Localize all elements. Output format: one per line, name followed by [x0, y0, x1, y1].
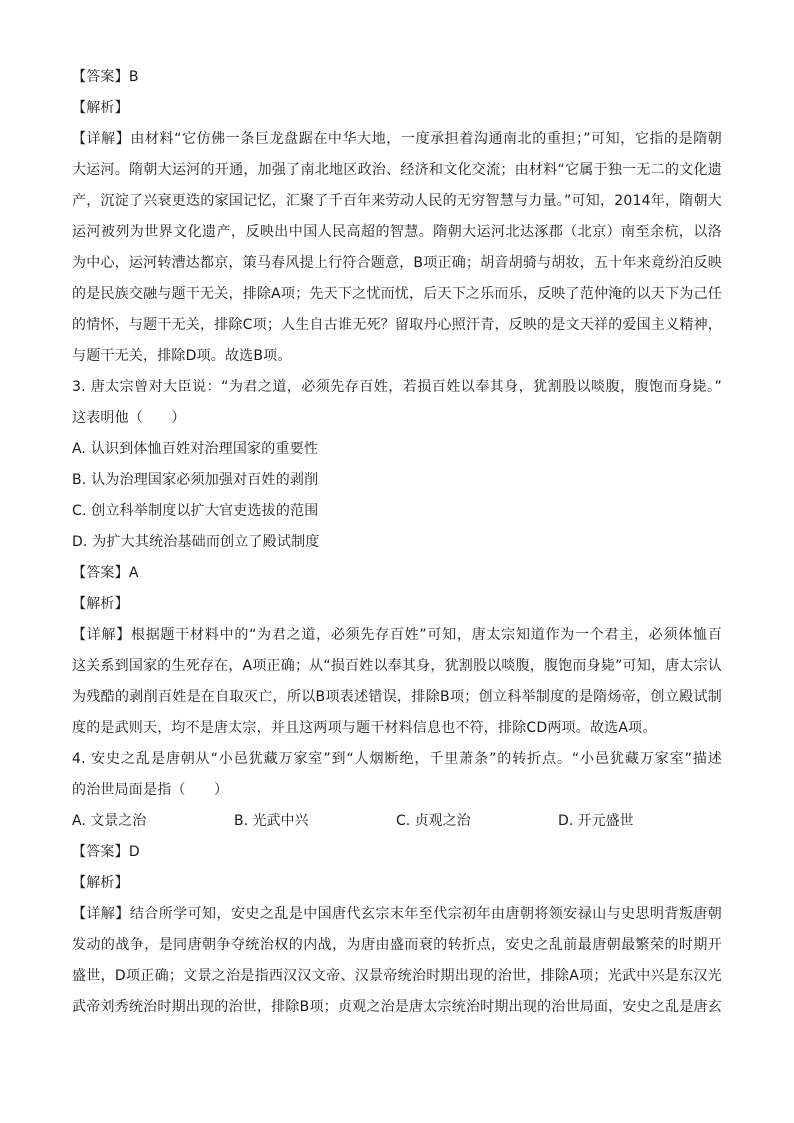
q4-detail-line-3: 盛世，D项正确；文景之治是指西汉汉文帝、汉景帝统治时期出现的治世，排除A项；光武中兴是东汉光: [72, 968, 722, 984]
q2-analysis-label-text: 【解析】: [72, 100, 129, 116]
q4-options-row: [72, 806, 722, 837]
q3-analysis-label: [72, 589, 722, 620]
q3-detail-line-4: 度的是武则天，均不是唐太宗，并且这两项与题干材料信息也不符，排除CD两项。故选A项。: [72, 720, 657, 736]
q3-option-d: D. 为扩大其统治基础而创立了殿试制度: [72, 534, 320, 550]
q3-detail-line-1: [72, 620, 722, 651]
q4-detail-line-1: [72, 899, 722, 930]
q2-detail-line-4: 运河被列为世界文化遗产，反映出中国人民高超的智慧。隋朝大运河北达涿郡（北京）南至余杭，以洛: [72, 224, 722, 240]
q4-option-d: D. 开元盛世: [558, 813, 634, 829]
q4-answer-value: D: [128, 844, 140, 860]
document-content: [72, 62, 722, 1023]
q4-option-c: C. 贞观之治: [396, 813, 471, 829]
q3-stem-line-2: 这表明他（ ）: [72, 410, 186, 426]
q4-stem-line-2: 的治世局面是指（ ）: [72, 782, 229, 798]
q4-detail-text-1: 结合所学可知，安史之乱是中国唐代玄宗末年至代宗初年由唐朝将领安禄山与史思明背叛唐朝: [129, 906, 722, 922]
q3-detail-line-3: 为残酷的剥削百姓是在自取灭亡，所以B项表述错误，排除B项；创立科举制度的是隋炀帝，创立殿试制: [72, 689, 722, 705]
q3-detail-label: 【详解】: [72, 627, 132, 643]
q3-detail-text-1: 根据题干材料中的“为君之道，必须先存百姓”可知，唐太宗知道作为一个君主，必须体恤百: [131, 627, 722, 643]
q3-answer-value: A: [128, 565, 139, 581]
q2-detail-line-8: 与题干无关，排除D项。故选B项。: [72, 348, 292, 364]
q2-answer-line: [72, 62, 722, 93]
q4-option-b: B. 光武中兴: [234, 813, 309, 829]
q3-option-b: B. 认为治理国家必须加强对百姓的剥削: [72, 472, 319, 488]
q2-detail-text-1: 由材料“它仿佛一条巨龙盘踞在中华大地，一度承担着沟通南北的重担；”可知，它指的是隋朝: [130, 131, 722, 147]
q2-answer-value: B: [128, 69, 139, 85]
q4-answer-label: 【答案】: [72, 844, 129, 860]
q2-detail-line-1: [72, 124, 722, 155]
q3-stem-line-1: 3. 唐太宗曾对大臣说：“为君之道，必须先存百姓，若损百姓以奉其身，犹割股以啖腹，腹饱而身毙。”: [72, 379, 722, 395]
q4-detail-line-4: 武帝刘秀统治时期出现的治世，排除B项；贞观之治是唐太宗统治时期出现的治世局面，安史之乱是唐玄: [72, 999, 722, 1015]
q2-analysis-label: [72, 93, 722, 124]
q2-detail-line-7: 的情怀，与题干无关，排除C项；人生自古谁无死？留取丹心照汗青，反映的是文天祥的爱国主义精神，: [72, 317, 722, 333]
q3-detail-line-2: 这关系到国家的生死存在，A项正确；从“损百姓以奉其身，犹割股以啖腹，腹饱而身毙”可知，唐太宗认: [72, 658, 722, 674]
q4-option-a: A. 文景之治: [72, 813, 147, 829]
q4-detail-line-2: 发动的战争，是同唐朝争夺统治权的内战，为唐由盛而衰的转折点，安史之乱前最唐朝最繁荣的时期开: [72, 937, 722, 953]
q4-analysis-label: [72, 868, 722, 899]
q4-analysis-label-text: 【解析】: [72, 875, 129, 891]
q3-option-c: C. 创立科举制度以扩大官吏选拔的范围: [72, 503, 319, 519]
q2-detail-line-3: 产，沉淀了兴衰更迭的家国记忆，汇聚了千百年来劳动人民的无穷智慧与力量。”可知，2014年，隋朝大: [72, 193, 722, 209]
q4-detail-label: 【详解】: [72, 906, 130, 922]
q3-analysis-label-text: 【解析】: [72, 596, 129, 612]
q2-detail-line-6: 的是民族交融与题干无关，排除A项；先天下之忧而忧，后天下之乐而乐，反映了范仲淹的以天下为己任: [72, 286, 722, 302]
q3-answer-line: [72, 558, 722, 589]
q4-stem-line-1: 4. 安史之乱是唐朝从“小邑犹藏万家室”到“人烟断绝，千里萧条”的转折点。“小邑犹藏万家室”描述: [72, 751, 722, 767]
q3-answer-label: 【答案】: [72, 565, 129, 581]
q4-answer-line: [72, 837, 722, 868]
q3-option-a: A. 认识到体恤百姓对治理国家的重要性: [72, 441, 319, 457]
q2-detail-label: 【详解】: [72, 131, 131, 147]
q2-answer-label: 【答案】: [72, 69, 129, 85]
q2-detail-line-2: 大运河。隋朝大运河的开通，加强了南北地区政治、经济和文化交流；由材料“它属于独一无二的文化遗: [72, 162, 722, 178]
q2-detail-line-5: 为中心，运河转漕达都京，策马春风提上行符合题意，B项正确；胡音胡骑与胡妆，五十年来竟纷泊反映: [72, 255, 722, 271]
